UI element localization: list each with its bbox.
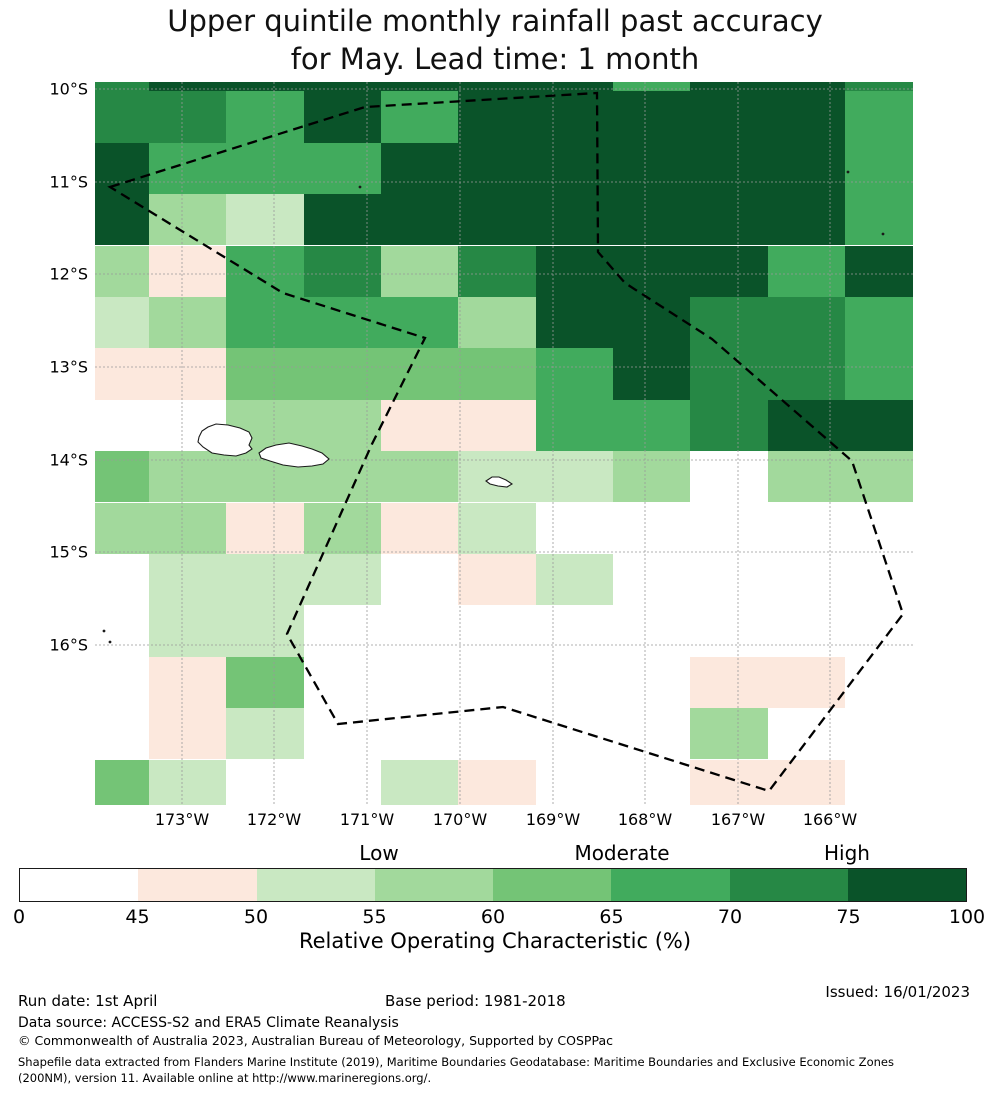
island-outlines: [103, 171, 885, 644]
colorbar-tick-label: 55: [362, 906, 387, 928]
island-upolu: [259, 443, 329, 467]
colorbar-segment: [257, 869, 375, 901]
latitude-tick-label: 10°S: [49, 79, 88, 99]
longitude-tick-label: 172°W: [246, 810, 302, 829]
run-date-text: Run date: 1st April: [18, 992, 158, 1010]
latitude-tick-label: 11°S: [49, 172, 88, 192]
islet-dot: [847, 171, 850, 174]
shapefile-attribution-line2: (200NM), version 11. Available online at http://www.marineregions.org/.: [18, 1071, 432, 1085]
latitude-tick-label: 14°S: [49, 450, 88, 470]
islet-dot: [882, 233, 885, 236]
island-savaii: [198, 424, 252, 456]
longitude-tick-label: 173°W: [154, 810, 210, 829]
copyright-text: © Commonwealth of Australia 2023, Australian Bureau of Meteorology, Supported by COSPPac: [18, 1033, 613, 1048]
colorbar-category-label: Low: [359, 841, 399, 865]
island-tutuila: [486, 477, 512, 487]
chart-title-line2: for May. Lead time: 1 month: [290, 42, 700, 76]
colorbar-segment: [611, 869, 729, 901]
colorbar-tick-label: 65: [599, 906, 624, 928]
colorbar-segment: [20, 869, 138, 901]
colorbar-tick-label: 50: [243, 906, 269, 928]
longitude-tick-label: 166°W: [802, 810, 858, 829]
colorbar-category-label: Moderate: [574, 841, 670, 865]
latitude-tick-label: 13°S: [49, 357, 88, 377]
data-source-text: Data source: ACCESS-S2 and ERA5 Climate Reanalysis: [18, 1015, 399, 1031]
islet-dot: [359, 186, 362, 189]
map-overlay: [95, 82, 913, 805]
latitude-tick-label: 15°S: [49, 542, 88, 562]
colorbar-segment: [493, 869, 611, 901]
islet-dot: [103, 630, 106, 633]
colorbar-tick-label: 45: [125, 906, 150, 928]
colorbar-tick-label: 75: [836, 906, 861, 928]
longitude-tick-label: 168°W: [617, 810, 673, 829]
colorbar-segment: [138, 869, 256, 901]
colorbar-tick-label: 0: [12, 906, 26, 928]
latitude-tick-label: 16°S: [49, 635, 88, 655]
shapefile-attribution-line1: Shapefile data extracted from Flanders Marine Institute (2019), Maritime Boundaries Geodatabase: Maritime Boundaries and Exclusive Economic Zones: [18, 1055, 894, 1069]
colorbar-category-label: High: [824, 841, 870, 865]
longitude-tick-label: 170°W: [432, 810, 488, 829]
islet-dot: [109, 641, 112, 644]
map-heatmap: [95, 82, 913, 805]
colorbar-segment: [375, 869, 493, 901]
longitude-tick-label: 167°W: [710, 810, 766, 829]
chart-title: [0, 2, 990, 78]
longitude-tick-label: 169°W: [525, 810, 581, 829]
colorbar-tick-label: 70: [717, 906, 743, 928]
colorbar-axis-label: Relative Operating Characteristic (%): [298, 929, 692, 953]
colorbar-tick-label: 100: [948, 906, 986, 928]
issued-date-text: Issued: 16/01/2023: [825, 983, 970, 1001]
chart-title-line1: Upper quintile monthly rainfall past accuracy: [167, 4, 823, 38]
longitude-tick-label: 171°W: [339, 810, 395, 829]
colorbar-tick-label: 60: [480, 906, 506, 928]
colorbar-segment: [848, 869, 966, 901]
latitude-tick-label: 12°S: [49, 264, 88, 284]
colorbar: [19, 868, 967, 902]
base-period-text: Base period: 1981-2018: [385, 992, 566, 1010]
colorbar-segment: [730, 869, 848, 901]
